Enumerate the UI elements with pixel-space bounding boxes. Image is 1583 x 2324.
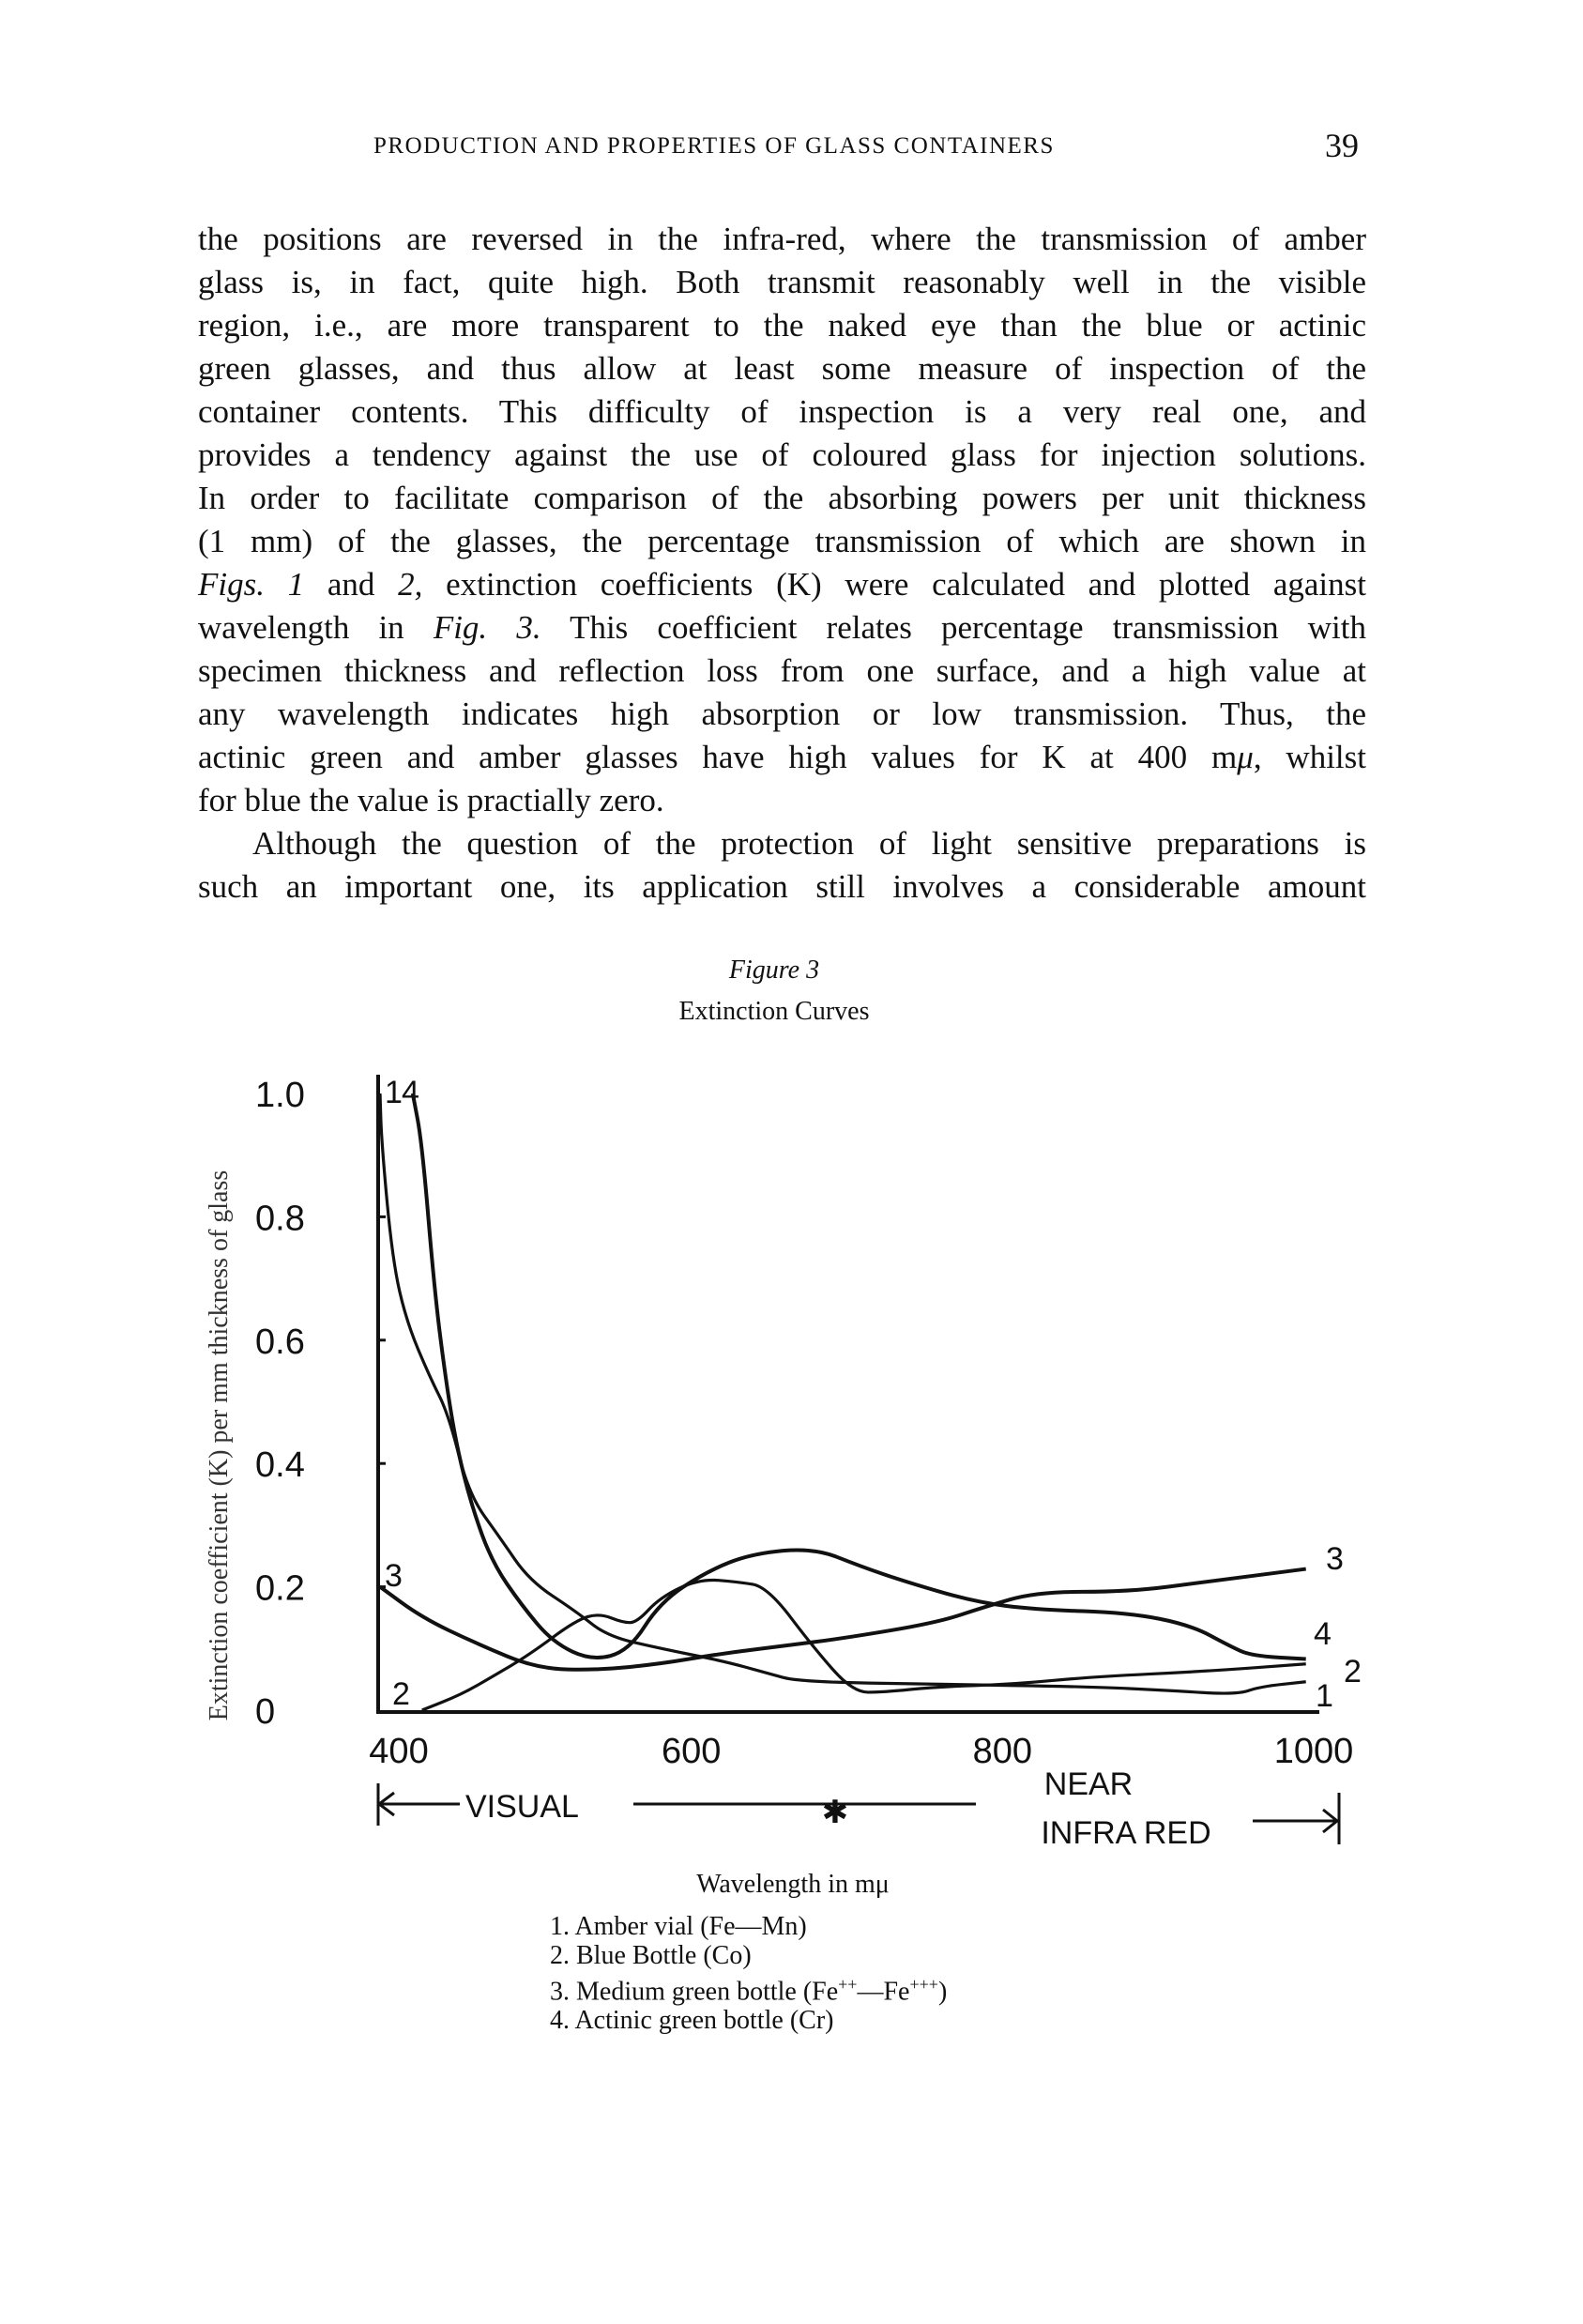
x-axis-label: Wavelength in mμ [696, 1870, 890, 1899]
y-tick-label: 0.8 [255, 1199, 305, 1239]
x-tick-label: 800 [972, 1732, 1033, 1771]
text-segment: such an important one, its application still involves a considerable amount [198, 868, 1366, 905]
text-segment: Although the question of the protection of light sensitive preparations is [252, 825, 1366, 862]
y-tick-label: 1.0 [255, 1076, 305, 1115]
x-tick-label: 1000 [1273, 1732, 1354, 1771]
region-divider-star: ✱ [821, 1795, 849, 1830]
legend-text: 4. Actinic green bottle (Cr) [550, 2005, 834, 2035]
y-tick-label: 0.2 [255, 1568, 305, 1609]
y-axis-label: Extinction coefficient (K) per mm thickness of glass [205, 1170, 234, 1721]
curve-end-label: 3 [1326, 1541, 1344, 1577]
text-segment: Fig. 3. [433, 609, 541, 646]
text-segment: This coefficient relates percentage transmission with [540, 609, 1367, 646]
curve-start-label: 3 [385, 1558, 403, 1594]
text-segment: extinction coefficients (K) were calculated and plotted against [422, 566, 1366, 603]
legend-text: 1. Amber vial (Fe—Mn) [550, 1912, 807, 1941]
text-segment: 2, [398, 566, 423, 603]
text-segment: (1 mm) of the glasses, the percentage transmission of which are shown in [198, 523, 1366, 559]
curve-start-label: 2 [392, 1676, 410, 1712]
text-segment: μ [1237, 739, 1254, 775]
legend-text: 2. Blue Bottle (Co) [550, 1940, 752, 1970]
region-visual-label: VISUAL [465, 1789, 579, 1825]
text-segment: container contents. This difficulty of inspection is a very real one, and [198, 393, 1366, 430]
text-segment: glass is, in fact, quite high. Both transmit reasonably well in the visible [198, 264, 1366, 300]
text-segment: for blue the value is practially zero. [198, 782, 664, 818]
text-segment: , whilst [1253, 739, 1366, 775]
legend-text: ) [937, 1977, 948, 2007]
curve-series-4 [413, 1093, 1306, 1659]
text-segment: specimen thickness and reflection loss from one surface, and a high value at [198, 652, 1366, 689]
y-tick-label: 0.6 [255, 1322, 305, 1362]
curve-start-label: 4 [402, 1075, 419, 1110]
region-near-label: NEAR [1043, 1766, 1134, 1802]
text-segment: In order to facilitate comparison of the absorbing powers per unit thickness [198, 480, 1366, 516]
curve-end-label: 1 [1316, 1678, 1333, 1714]
curve-end-label: 4 [1314, 1616, 1332, 1652]
text-segment: green glasses, and thus allow at least some measure of inspection of the [198, 350, 1366, 387]
text-segment: and [304, 566, 399, 603]
text-segment: wavelength in [198, 609, 434, 646]
y-tick-label: 0 [255, 1692, 276, 1732]
text-segment: Figs. 1 [198, 566, 305, 603]
curve-start-label: 1 [385, 1075, 403, 1110]
running-title: PRODUCTION AND PROPERTIES OF GLASS CONTAINERS [373, 133, 1055, 159]
legend-text: 3. Medium green bottle (Fe [550, 1977, 839, 2007]
y-tick-label: 0.4 [255, 1445, 305, 1486]
page-number: 39 [1325, 127, 1359, 164]
legend-text: ++ [838, 1975, 858, 1994]
curve-end-label: 2 [1344, 1654, 1362, 1689]
text-segment: actinic green and amber glasses have high values for K at 400 m [198, 739, 1238, 775]
text-segment: any wavelength indicates high absorption or low transmission. Thus, the [198, 696, 1366, 732]
x-tick-label: 400 [369, 1732, 429, 1771]
figure-label: Figure 3 [728, 956, 820, 985]
x-tick-label: 600 [661, 1732, 722, 1771]
figure-title: Extinction Curves [678, 997, 870, 1026]
legend-text: —Fe [857, 1977, 910, 2007]
text-segment: region, i.e., are more transparent to the naked eye than the blue or actinic [198, 307, 1366, 344]
text-segment: the positions are reversed in the infra-red, where the transmission of amber [198, 221, 1366, 257]
text-segment: provides a tendency against the use of coloured glass for injection solutions. [198, 436, 1366, 473]
region-infrared-label: INFRA RED [1041, 1815, 1211, 1851]
region-bar [378, 1766, 1339, 1851]
legend-text: +++ [909, 1975, 938, 1994]
